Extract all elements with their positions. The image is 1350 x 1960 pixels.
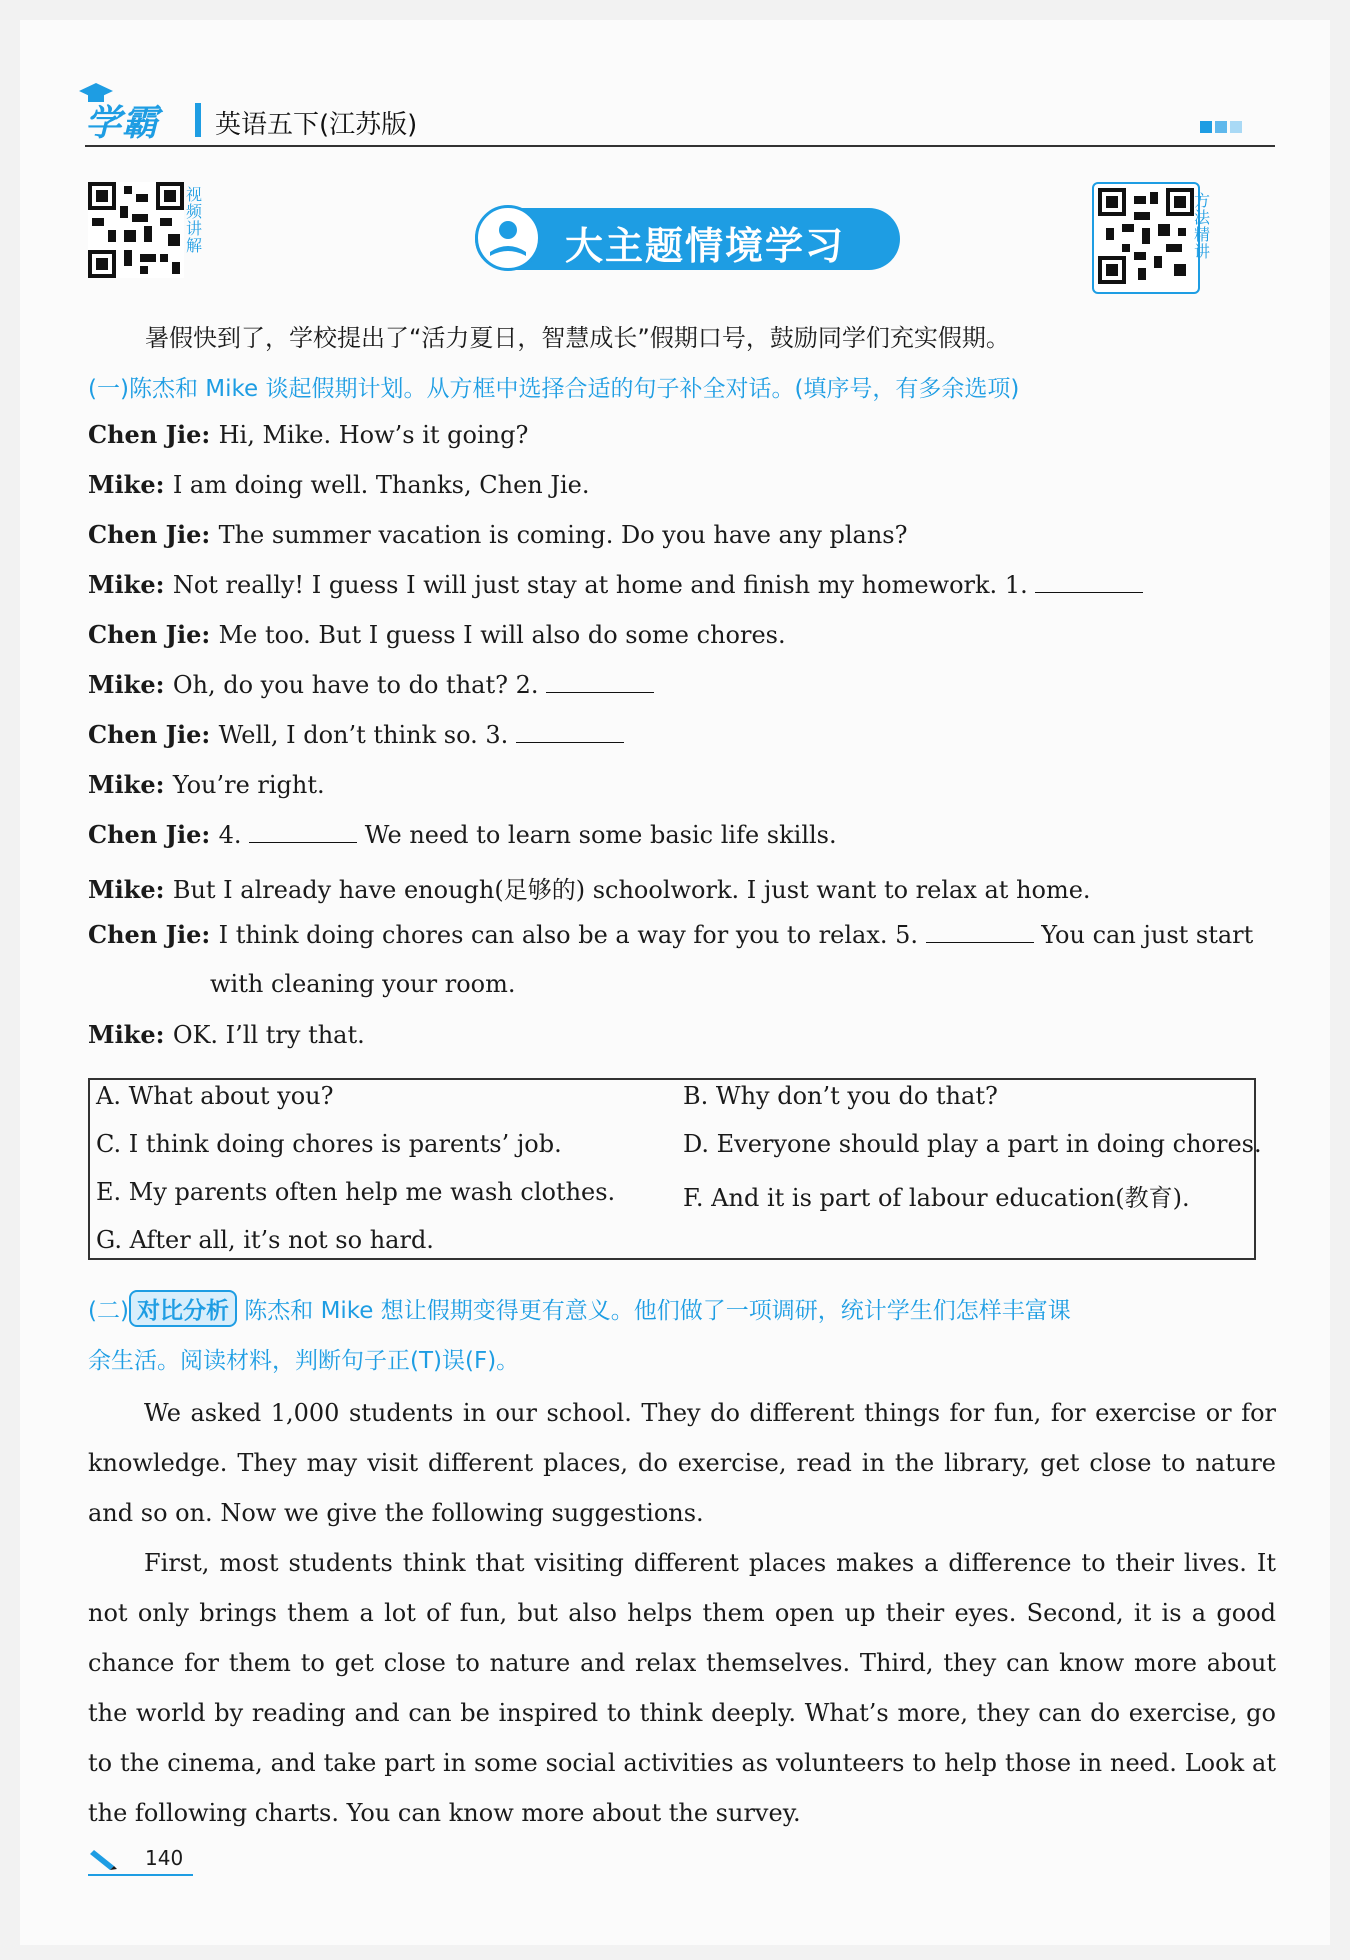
answer-blank-1[interactable]	[1035, 574, 1143, 593]
dialogue-line: Chen Jie: 4. We need to learn some basic life skills.	[88, 820, 837, 849]
dialogue-line: Mike: Not really! I guess I will just stay at home and finish my homework. 1.	[88, 570, 1143, 599]
option-c: C. I think doing chores is parents’ job.	[96, 1130, 562, 1158]
options-box	[88, 1078, 1262, 1260]
dialogue-line: Chen Jie: I think doing chores can also be a way for you to relax. 5. You can just start	[88, 920, 1254, 949]
intro-text: 暑假快到了，学校提出了“活力夏日，智慧成长”假期口号，鼓励同学们充实假期。	[145, 324, 1010, 352]
passage-paragraph-2: First, most students think that visiting different places makes a difference to their lives. It not only brings them a lot of fun, but also helps them open up their eyes. Second, it is a good chance for them to get close to nature and relax themselves. Third, they can know more about the world by reading and can be inspired to think deeply. What’s more, they can do exercise, go to the cinema, and take part in some social activities as volunteers to help those in need. Look at the following charts. You can know more about the survey.	[88, 1549, 1276, 1827]
option-d: D. Everyone should play a part in doing chores.	[683, 1130, 1262, 1158]
qr-left[interactable]	[88, 182, 184, 282]
dialogue-line: Chen Jie: The summer vacation is coming. Do you have any plans?	[88, 520, 908, 549]
option-a: A. What about you?	[96, 1082, 334, 1110]
compare-analysis-tag: 对比分析	[129, 1290, 237, 1327]
dialogue-line: Mike: But I already have enough(足够的) schoolwork. I just want to relax at home.	[88, 875, 1091, 904]
brand-divider	[195, 103, 201, 137]
qr-code-icon	[88, 182, 184, 278]
passage-paragraph-1: We asked 1,000 students in our school. They do different things for fun, for exercise or for knowledge. They may visit different places, do exercise, read in the library, get close to nature and so on. Now we give the following suggestions.	[88, 1399, 1276, 1527]
option-g: G. After all, it’s not so hard.	[96, 1226, 434, 1254]
section2-title: (二) 对比分析 陈杰和 Mike 想让假期变得更有意义。他们做了一项调研，统计学生们怎样丰富课	[88, 1290, 1071, 1327]
header-decoration	[1200, 118, 1245, 137]
student-reading-icon	[478, 208, 538, 268]
dialogue-line: Chen Jie: Hi, Mike. How’s it going?	[88, 420, 529, 449]
dialogue-line: Mike: I am doing well. Thanks, Chen Jie.	[88, 470, 590, 499]
graduation-cap-icon	[79, 83, 113, 105]
banner-icon-circle	[475, 205, 541, 271]
qr-left-label: 视 频 讲 解	[186, 185, 203, 255]
page-number: 140	[145, 1846, 184, 1870]
answer-blank-4[interactable]	[249, 824, 357, 843]
header-rule	[85, 145, 1275, 147]
answer-blank-3[interactable]	[516, 724, 624, 743]
banner-title: 大主题情境学习	[565, 224, 846, 268]
dialogue-line: Mike: Oh, do you have to do that? 2.	[88, 670, 654, 699]
qr-right-label: 方 法 精 讲	[1194, 191, 1211, 261]
pencil-icon	[88, 1850, 118, 1870]
book-title: 英语五下(江苏版)	[215, 110, 418, 140]
qr-code-icon	[1098, 188, 1194, 284]
answer-blank-2[interactable]	[546, 674, 654, 693]
section2-title-line2: 余生活。阅读材料，判断句子正(T)误(F)。	[88, 1348, 520, 1374]
dialogue-line: Mike: OK. I’ll try that.	[88, 1020, 365, 1049]
brand-logo: 学霸	[85, 95, 159, 146]
section1-title: (一)陈杰和 Mike 谈起假期计划。从方框中选择合适的句子补全对话。(填序号，有多余选项)	[88, 376, 1020, 402]
dialogue-line: with cleaning your room.	[210, 970, 516, 998]
option-f: F. And it is part of labour education(教育).	[683, 1184, 1190, 1212]
reading-passage	[88, 1388, 1276, 1838]
qr-right[interactable]	[1092, 182, 1200, 294]
answer-blank-5[interactable]	[926, 924, 1034, 943]
option-b: B. Why don’t you do that?	[683, 1082, 998, 1110]
footer-rule	[88, 1874, 193, 1876]
dialogue-line: Mike: You’re right.	[88, 770, 325, 799]
dialogue-line: Chen Jie: Me too. But I guess I will also do some chores.	[88, 620, 786, 649]
dialogue-line: Chen Jie: Well, I don’t think so. 3.	[88, 720, 624, 749]
option-e: E. My parents often help me wash clothes.	[96, 1178, 616, 1206]
